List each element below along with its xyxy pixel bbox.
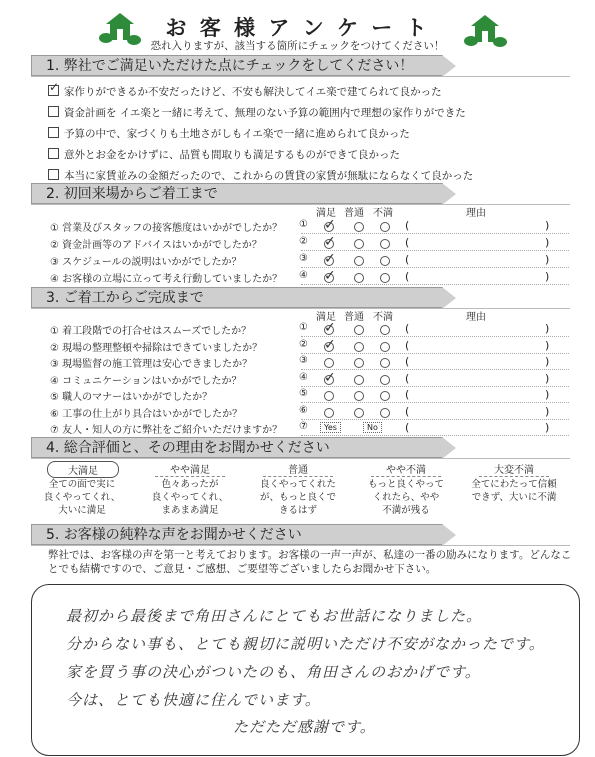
question-label: ① 着工段階での打合せはスムーズでしたか？ (50, 326, 252, 337)
s1-item-3[interactable] (48, 126, 410, 141)
rating-radio[interactable] (380, 391, 390, 401)
row-divider (301, 386, 569, 387)
check-mark: ✓ (324, 268, 336, 284)
section-divider (31, 308, 570, 309)
row-divider (301, 284, 569, 285)
check-mark: ✓ (324, 217, 336, 233)
page-title: お 客 様 ア ン ケ ー ト (165, 16, 430, 40)
question-number: ⑥ (299, 404, 308, 416)
row-divider (301, 336, 569, 337)
rating-radio[interactable] (380, 375, 390, 385)
handwritten-line: 今は、とても快適に住んでいます。 (66, 691, 321, 709)
handwritten-line: 最初から最後まで角田さんにとてもお世話になりました。 (66, 607, 483, 625)
rating-option-desc: 大いに満足 (58, 505, 106, 516)
question-number: ⑦ (299, 421, 308, 432)
reason-open-paren: ( (405, 338, 410, 352)
rating-option-desc: まあまあ満足 (161, 505, 219, 516)
rating-option-title[interactable]: 普通 (263, 461, 333, 477)
question-number: ② (299, 338, 308, 350)
section5-heading: 5. お客様の純粋な声をお聞かせください (31, 524, 443, 545)
row-divider (301, 419, 569, 420)
s1-item-label: 本当に家賃並みの金額だったので、これからの賃貸の家賃が無駄にならなくて良かった (64, 170, 474, 182)
checkbox[interactable] (48, 127, 59, 138)
section1-heading: 1. 弊社でご満足いただけた点にチェックをしてください！ (31, 55, 443, 76)
question-label: ③ 現場監督の施工管理は安心できましたか？ (50, 359, 253, 370)
reason-open-paren: ( (405, 219, 410, 232)
question-label: ④ コミュニケーションはいかがでしたか？ (50, 375, 242, 387)
reason-open-paren: ( (405, 236, 410, 249)
rating-option-desc: 全ての面で実に (48, 479, 116, 490)
yes-option[interactable]: Yes (320, 422, 341, 433)
rating-radio[interactable] (354, 375, 364, 385)
checkbox-checked[interactable] (48, 85, 59, 96)
reason-close-paren: ) (545, 404, 550, 418)
check-mark: ✓ (324, 369, 336, 386)
reason-close-paren: ) (545, 371, 550, 385)
s1-item-4[interactable] (48, 147, 400, 162)
rating-radio[interactable] (380, 342, 390, 352)
question-number: ① (299, 322, 308, 333)
row-divider (301, 267, 569, 268)
rating-radio[interactable] (354, 256, 364, 266)
handwritten-line: ただただ感謝です。 (233, 718, 376, 736)
question-label: ① 営業及びスタッフの接客態度はいかがでしたか？ (50, 223, 283, 234)
rating-radio[interactable] (380, 358, 390, 368)
rating-option-desc: 不満が残る (382, 505, 430, 516)
question-label: ② 資金計画等のアドバイスはいかがでしたか？ (50, 240, 262, 251)
rating-option-desc: きるはず (278, 505, 317, 516)
col-header-satisfied: 満足 (316, 208, 336, 219)
question-number: ④ (299, 371, 308, 383)
reason-close-paren: ) (545, 219, 550, 232)
question-label: ⑥ 工事の仕上がり具合はいかがでしたか？ (50, 408, 243, 420)
rating-radio[interactable] (380, 222, 390, 232)
section-divider (31, 76, 570, 77)
question-number: ③ (299, 253, 308, 264)
check-mark: ✓ (324, 320, 336, 336)
reason-header: 理由 (466, 208, 486, 219)
reason-close-paren: ) (545, 270, 550, 283)
reason-close-paren: ) (545, 236, 550, 249)
question-label: ④ お客様の立場に立って考え行動していましたか？ (50, 274, 283, 285)
rating-option-desc: 良くやってくれた (259, 479, 336, 490)
col-header-satisfied: 満足 (316, 312, 336, 323)
check-mark: ✓ (324, 234, 336, 250)
rating-option-desc: くれたら、やや (372, 492, 440, 503)
col-header-unsatisfied: 不満 (373, 208, 393, 219)
reason-open-paren: ( (405, 322, 410, 335)
reason-open-paren: ( (405, 270, 410, 283)
rating-radio[interactable] (380, 239, 390, 249)
section-divider (31, 458, 570, 459)
section4-heading: 4. 総合評価と、その理由をお聞かせください (31, 437, 443, 458)
s1-item-label: 予算の中で、家づくりも土地さがしもイエ楽で一緒に進められて良かった (64, 128, 410, 140)
rating-radio[interactable] (354, 222, 364, 232)
s1-item-label: 資金計画を イエ楽と一緒に考えて、無理のない予算の範囲内で理想の家作りができた (64, 107, 466, 119)
section-divider (31, 545, 570, 546)
reason-close-paren: ) (545, 388, 550, 401)
rating-option-desc: 良くやってくれ、 (43, 492, 121, 503)
rating-radio[interactable] (324, 408, 334, 418)
s1-item-2[interactable] (48, 105, 466, 120)
question-number: ③ (299, 355, 308, 366)
reason-open-paren: ( (405, 421, 410, 434)
reason-open-paren: ( (405, 355, 410, 368)
rating-option-desc: できず、大いに不満 (471, 492, 557, 503)
row-divider (301, 435, 569, 436)
question-number: ② (299, 236, 308, 247)
rating-radio[interactable] (380, 273, 390, 283)
reason-close-paren: ) (545, 253, 550, 266)
question-number: ① (299, 219, 308, 230)
rating-radio[interactable] (354, 239, 364, 249)
row-divider (301, 233, 569, 234)
rating-option-desc: 良くやってくれ、 (151, 492, 229, 503)
s1-item-1[interactable] (48, 84, 442, 99)
checkbox[interactable] (48, 169, 59, 180)
section3-heading: 3. ご着工からご完成まで (31, 287, 443, 308)
rating-radio[interactable] (354, 358, 364, 368)
rating-radio[interactable] (380, 408, 390, 418)
section5-intro: 弊社では、お客様の声を第一と考えております。お客様の一声一声が、私達の一番の励みになります。どんなことでも結構ですので、ご意見・ご感想、ご要望等ございましたらお聞かせ下さい。 (48, 549, 572, 575)
question-label: ② 現場の整理整頓や掃除はできていましたか？ (50, 342, 263, 354)
rating-option-desc: 色々あったが (161, 479, 219, 490)
reason-open-paren: ( (405, 253, 410, 266)
rating-radio[interactable] (354, 342, 364, 352)
rating-radio[interactable] (354, 325, 364, 335)
col-header-normal: 普通 (344, 208, 364, 219)
rating-radio[interactable] (354, 391, 364, 401)
question-label: ③ スケジュールの説明はいかがでしたか？ (50, 257, 242, 268)
rating-radio[interactable] (324, 391, 334, 401)
reason-header: 理由 (466, 312, 486, 323)
row-divider (301, 369, 569, 370)
reason-close-paren: ) (545, 322, 550, 335)
rating-option-title[interactable]: 大変不満 (479, 461, 549, 477)
rating-radio[interactable] (354, 408, 364, 418)
handwritten-line: 家を買う事の決心がついたのも、角田さんのおかげです。 (66, 663, 481, 681)
reason-open-paren: ( (405, 371, 410, 385)
reason-open-paren: ( (405, 404, 410, 418)
rating-option-title[interactable]: やや満足 (155, 461, 225, 477)
checkbox[interactable] (48, 106, 59, 117)
col-header-normal: 普通 (344, 312, 364, 323)
rating-option-desc: 全てにわたって信頼 (471, 479, 557, 490)
question-number: ④ (299, 270, 308, 281)
section-divider (31, 204, 570, 205)
s1-item-label: 家作りができるか不安だったけど、不安も解決してイエ楽で建てられて良かった (64, 86, 442, 98)
rating-radio[interactable] (380, 325, 390, 335)
row-divider (301, 353, 569, 354)
checkbox[interactable] (48, 148, 59, 159)
question-number: ⑤ (299, 388, 308, 399)
section2-heading: 2. 初回来場からご着工まで (31, 183, 443, 204)
check-mark: ✓ (324, 336, 336, 353)
handwritten-line: 分からない事も、とても親切に説明いただけ不安がなかったです。 (66, 635, 545, 653)
rating-option-title[interactable]: やや不満 (371, 461, 441, 477)
question-label: ⑦ 友人・知人の方に弊社をご紹介いただけますか？ (50, 425, 283, 436)
rating-radio[interactable] (354, 273, 364, 283)
row-divider (301, 402, 569, 403)
reason-close-paren: ) (545, 355, 550, 368)
row-divider (301, 250, 569, 251)
rating-option-desc: もっと良くやって (367, 479, 444, 490)
rating-option-title[interactable]: 大満足 (47, 461, 119, 478)
reason-close-paren: ) (545, 338, 550, 352)
no-option[interactable]: No (363, 422, 382, 433)
rating-radio[interactable] (380, 256, 390, 266)
rating-option-desc: が、もっと良くで (259, 492, 336, 503)
s1-item-5[interactable] (48, 168, 473, 183)
col-header-unsatisfied: 不満 (373, 312, 393, 323)
question-label: ⑤ 職人のマナーはいかがでしたか？ (50, 392, 213, 403)
s1-item-label: 意外とお金をかけずに、品質も間取りも満足するものができて良かった (64, 149, 400, 161)
rating-radio[interactable] (324, 358, 334, 368)
page-subtitle: 恐れ入りますが、該当する箇所にチェックをつけてください！ (150, 40, 445, 52)
reason-close-paren: ) (545, 421, 550, 434)
check-mark: ✓ (324, 251, 336, 267)
reason-open-paren: ( (405, 388, 410, 401)
